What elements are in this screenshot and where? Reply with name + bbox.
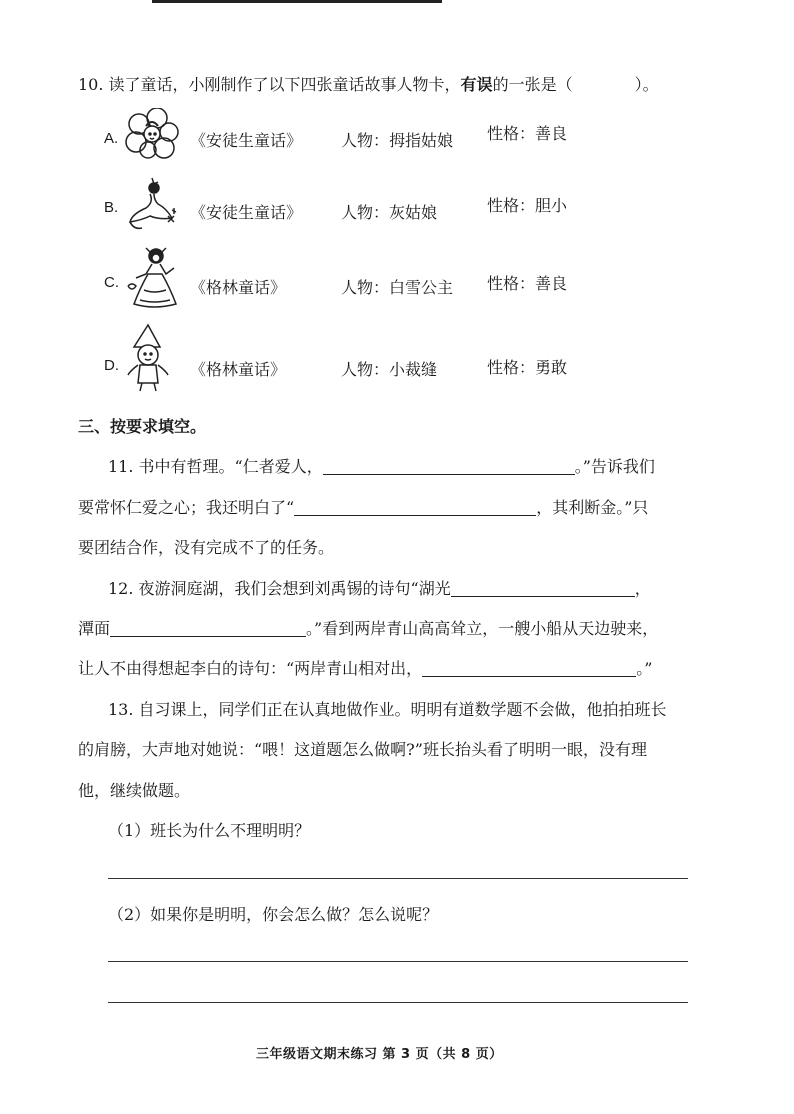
q11-l1a: 11. 书中有哲理。“仁者爱人， — [108, 457, 323, 476]
q12-l3a: 让人不由得想起李白的诗句：“两岸青山相对出， — [78, 659, 423, 678]
q10-stem — [78, 72, 659, 95]
little-tailor-icon — [124, 323, 174, 397]
q13-answer-line-3[interactable] — [108, 1002, 688, 1003]
option-c-person: 人物：白雪公主 — [341, 278, 454, 297]
q11-blank-2[interactable] — [294, 499, 536, 516]
option-b-book: 《安徒生童话》 — [190, 203, 303, 222]
option-c-letter: C. — [104, 274, 119, 291]
q12-l3b: 。” — [636, 659, 653, 678]
q13-answer-line-2[interactable] — [108, 961, 688, 962]
q10-suffix: 的一张是（ — [492, 75, 573, 94]
q11-l2a: 要常怀仁爱之心；我还明白了“ — [78, 498, 295, 517]
q12-line-3 — [78, 656, 652, 679]
option-d-letter: D. — [104, 357, 119, 374]
option-c-trait: 性格：善良 — [487, 274, 568, 293]
q12-blank-2[interactable] — [110, 620, 306, 637]
option-a-trait: 性格：善良 — [487, 124, 568, 143]
option-d-book: 《格林童话》 — [190, 360, 287, 379]
q13-line-1: 13. 自习课上，同学们正在认真地做作业。明明有道数学题不会做，他拍拍班长 — [108, 700, 667, 719]
option-b-trait: 性格：胆小 — [487, 196, 568, 215]
q12-line-2 — [78, 616, 658, 639]
q12-l2a: 潭面 — [78, 619, 111, 638]
q13-sub-2: （2）如果你是明明，你会怎么做？怎么说呢？ — [108, 905, 439, 924]
q11-line-2 — [78, 495, 648, 518]
option-a-letter: A. — [104, 130, 119, 147]
q11-line-1 — [108, 454, 655, 477]
q12-blank-3[interactable] — [422, 660, 636, 677]
option-d-trait: 性格：勇敢 — [487, 358, 568, 377]
q12-blank-1[interactable] — [451, 580, 635, 597]
page-footer: 三年级语文期末练习 第 3 页（共 8 页） — [256, 1047, 503, 1062]
q10-bold-word: 有误 — [460, 75, 493, 94]
section-3-title: 三、按要求填空。 — [78, 417, 207, 436]
cinderella-icon — [122, 174, 182, 238]
q13-sub-1: （1）班长为什么不理明明？ — [108, 821, 311, 840]
q10-prefix: 10. 读了童话，小刚制作了以下四张童话故事人物卡， — [78, 75, 461, 94]
option-a-person: 人物：拇指姑娘 — [341, 131, 454, 150]
q11-l2b: ，其利断金。”只 — [536, 498, 649, 517]
snow-white-icon — [124, 244, 184, 316]
q11-l1b: 。”告诉我们 — [574, 457, 655, 476]
q10-close: ）。 — [634, 75, 659, 94]
q12-l1a: 12. 夜游洞庭湖，我们会想到刘禹锡的诗句“湖光 — [108, 579, 451, 598]
top-border-line — [152, 0, 442, 3]
q11-line-3: 要团结合作，没有完成不了的任务。 — [78, 538, 335, 557]
option-b-person: 人物：灰姑娘 — [341, 203, 438, 222]
q13-line-3: 他，继续做题。 — [78, 781, 191, 800]
q12-l2b: 。”看到两岸青山高高耸立，一艘小船从天边驶来， — [306, 619, 659, 638]
q11-blank-1[interactable] — [323, 458, 575, 475]
thumbelina-flower-icon — [124, 108, 182, 164]
q12-line-1 — [108, 576, 651, 599]
option-d-person: 人物：小裁缝 — [341, 360, 438, 379]
q13-answer-line-1[interactable] — [108, 878, 688, 879]
q13-line-2: 的肩膀，大声地对她说：“喂！这道题怎么做啊?”班长抬头看了明明一眼，没有理 — [78, 740, 647, 759]
q12-l1b: ， — [634, 579, 651, 598]
option-b-letter: B. — [104, 199, 119, 216]
option-a-book: 《安徒生童话》 — [190, 131, 303, 150]
option-c-book: 《格林童话》 — [190, 278, 287, 297]
